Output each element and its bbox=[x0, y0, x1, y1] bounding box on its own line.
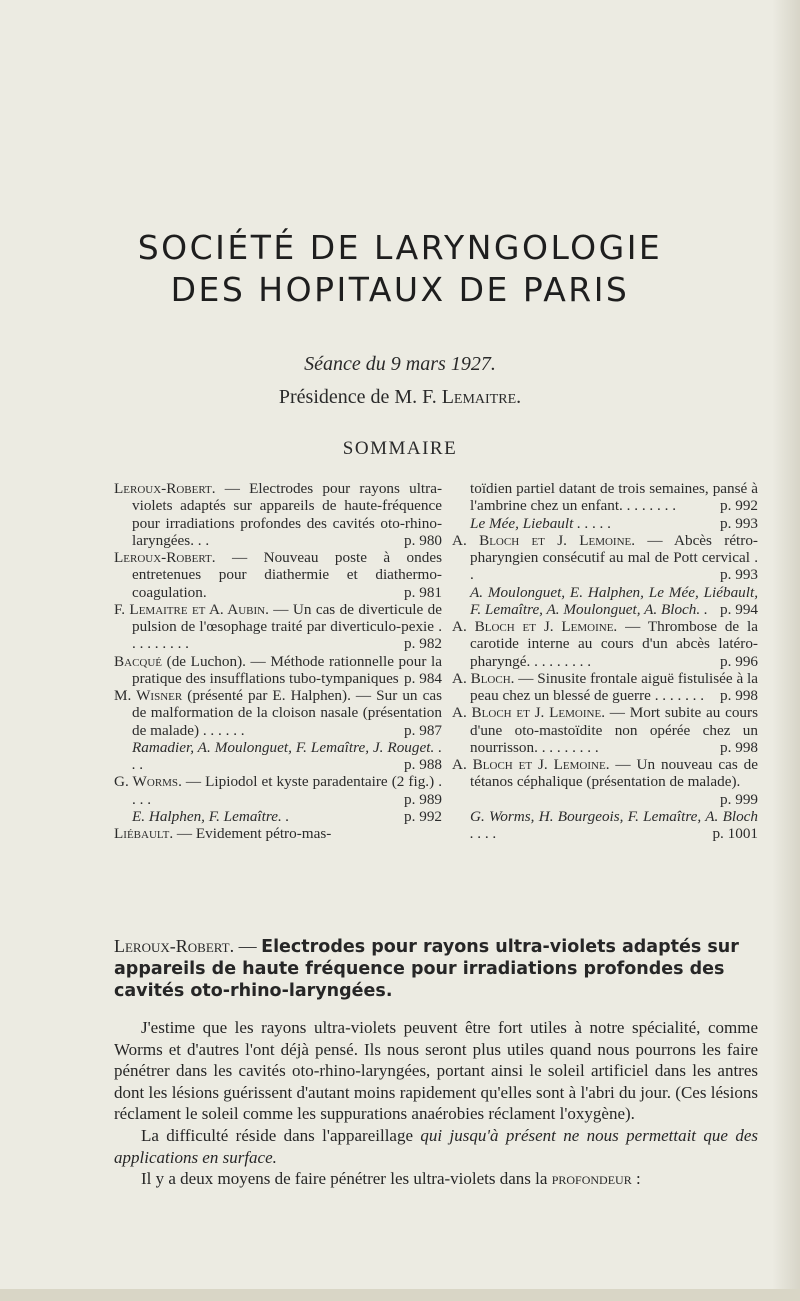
entry-discussion: Ramadier, A. Moulonguet, F. Lemaître, J. Rouget. . . . bbox=[132, 738, 442, 773]
sommaire-entry bbox=[452, 704, 758, 756]
entry-text: (de Luchon). — Méthode rationnelle pour la pratique des insufflations tubo-tympaniques bbox=[132, 652, 442, 687]
entry-author: A. Bloch bbox=[452, 669, 511, 687]
scan-bottom-strip bbox=[0, 1289, 800, 1301]
entry-author: A. Bloch et J. Lemoine bbox=[452, 618, 614, 635]
entry-author: G. Worms bbox=[114, 773, 179, 791]
entry-page: p. 998 bbox=[720, 687, 758, 704]
p3-end-text: : bbox=[631, 1169, 641, 1189]
page-edge-shadow bbox=[772, 0, 800, 1301]
presidence-name: Lemaitre bbox=[441, 386, 517, 408]
article-author: Leroux-Robert bbox=[114, 936, 230, 956]
entry-discussion: A. Moulonguet, E. Halphen, Le Mée, Liébault, F. Lemaître, A. Moulonguet, A. Bloch. . bbox=[470, 583, 758, 618]
sommaire-entry bbox=[452, 515, 758, 532]
entry-page: p. 999 bbox=[720, 790, 758, 808]
entry-page: p. 994 bbox=[720, 600, 758, 618]
entry-page: p. 992 bbox=[404, 807, 442, 825]
article-dash: . — bbox=[229, 936, 262, 956]
entry-page: p. 984 bbox=[404, 669, 442, 687]
entry-text: (présenté par E. Halphen). — Sur un cas de malformation de la cloison nasale (présentation de malade) . . . . . . bbox=[132, 687, 442, 739]
entry-author: A. Bloch et J. Lemoine bbox=[452, 704, 602, 722]
entry-author: Liébault bbox=[114, 825, 170, 842]
entry-page: p. 981 bbox=[404, 583, 442, 601]
entry-page: p. 989 bbox=[404, 790, 442, 808]
article-paragraph-2 bbox=[114, 1125, 758, 1168]
sommaire-entry bbox=[114, 549, 442, 601]
sommaire-entry bbox=[114, 808, 442, 825]
sommaire-entry bbox=[452, 584, 758, 619]
entry-page: p. 993 bbox=[720, 566, 758, 584]
entry-author: Bacqué bbox=[114, 652, 163, 670]
article-title: Electrodes pour rayons ultra-violets adaptés sur appareils de haute fréquence pour irradiations profondes des cavités oto-rhino-laryngées. bbox=[114, 937, 739, 1001]
article-paragraph-3 bbox=[114, 1168, 758, 1190]
article-body bbox=[114, 1017, 758, 1190]
entry-text: . — Evidement pétro-mas- bbox=[169, 825, 332, 842]
entry-author: A. Bloch et J. Lemoine bbox=[452, 756, 606, 773]
sommaire-entry bbox=[452, 808, 758, 843]
presidence-suffix: . bbox=[516, 386, 522, 408]
entry-discussion: E. Halphen, F. Lemaître. . bbox=[132, 807, 290, 825]
sommaire-entry bbox=[452, 756, 758, 808]
sommaire-entry bbox=[114, 739, 442, 774]
entry-page: p. 987 bbox=[404, 721, 442, 739]
presidence-line bbox=[0, 386, 800, 409]
sommaire-entry bbox=[452, 532, 758, 584]
entry-discussion: G. Worms, H. Bourgeois, F. Lemaître, A. Bloch . . . . bbox=[470, 807, 758, 842]
sommaire-heading: SOMMAIRE bbox=[342, 438, 458, 459]
entry-text: . — Mort subite au cours d'une oto-mastoïdite non opérée chez un nourrisson. . . . . . . . . bbox=[470, 704, 758, 756]
society-title-line-2: DES HOPITAUX DE PARIS bbox=[170, 270, 630, 309]
seance-date: Séance du 9 mars 1927. bbox=[304, 353, 496, 375]
sommaire-entry bbox=[114, 480, 442, 549]
entry-text: . — Sinusite frontale aiguë fistulisée à la peau chez un blessé de guerre . . . . . . . bbox=[470, 669, 759, 704]
presidence-prefix: Présidence de M. F. bbox=[278, 386, 442, 408]
entry-text: . — Lipiodol et kyste paradentaire (2 fig.) . . . . bbox=[132, 773, 442, 808]
sommaire-entry bbox=[114, 687, 442, 739]
entry-author: F. Lemaitre et A. Aubin bbox=[114, 600, 266, 618]
p3-smallcaps-text: profondeur bbox=[551, 1169, 632, 1189]
entry-continuation: toïdien partiel datant de trois semaines, pansé à l'ambrine chez un enfant. . . . . . . . bbox=[470, 480, 758, 515]
entry-discussion: Le Mée, Liebault . . . . . bbox=[470, 514, 612, 532]
entry-text: . — Un cas de diverticule de pulsion de l'œsophage traité par diverticulo-pexie . . . . . . . . . bbox=[132, 600, 442, 653]
entry-page: p. 996 bbox=[720, 652, 758, 670]
sommaire-entry bbox=[114, 825, 442, 842]
entry-text: . — Nouveau poste à ondes entretenues pour diathermie et diathermo-coagulation. bbox=[132, 549, 442, 601]
article-paragraph-1: J'estime que les rayons ultra-violets peuvent être fort utiles à notre spécialité, comme Worms et d'autres l'ont déjà pensé. Ils nous seront plus utiles quand nous pourrons les faire pénétrer dans les cavités oto-rhino-laryngées, portant ainsi le soleil artificiel dans les antres dont les lésions guérissent d'autant moins rapidement qu'elles sont à l'abri du jour. (Ces lésions réclament le soleil comme les suppurations anaérobies réclament l'oxygène). bbox=[114, 1018, 758, 1124]
entry-page: p. 993 bbox=[720, 514, 758, 532]
entry-author: Leroux-Robert bbox=[114, 549, 212, 566]
sommaire-left-column bbox=[114, 480, 442, 842]
p3-text: Il y a deux moyens de faire pénétrer les ultra-violets dans la bbox=[141, 1169, 552, 1189]
entry-page: p. 980 bbox=[404, 531, 442, 549]
entry-text: . — Thrombose de la carotide interne au cours d'un abcès latéro-pharyngé. . . . . . . . . bbox=[470, 618, 758, 670]
sommaire-entry bbox=[452, 480, 758, 515]
sommaire-entry bbox=[114, 653, 442, 688]
sommaire-entry bbox=[452, 618, 758, 670]
entry-author: A. Bloch et J. Lemoine bbox=[452, 531, 632, 549]
entry-text: . — Abcès rétro-pharyngien consécutif au mal de Pott cervical . . bbox=[470, 531, 758, 584]
sommaire-entry bbox=[114, 773, 442, 808]
entry-page: p. 998 bbox=[720, 738, 758, 756]
entry-page: p. 988 bbox=[404, 756, 442, 773]
entry-text: . — Electrodes pour rayons ultra-violets adaptés sur appareils de haute-fréquence pour irradiations profondes des cavités oto-rhino-laryngées. . . bbox=[132, 480, 442, 549]
entry-author: Leroux-Robert bbox=[114, 480, 212, 497]
entry-text: . — Un nouveau cas de tétanos céphalique (présentation de malade). bbox=[470, 756, 758, 791]
entry-page: p. 982 bbox=[404, 635, 442, 653]
p2-italic-text: qui jusqu'à présent ne nous permettait que des applications en surface. bbox=[114, 1125, 758, 1167]
sommaire-entry bbox=[114, 601, 442, 653]
entry-page: p. 1001 bbox=[712, 825, 758, 842]
sommaire-right-column bbox=[452, 480, 758, 842]
article-heading bbox=[114, 936, 758, 1002]
society-title-line-1: SOCIÉTÉ DE LARYNGOLOGIE bbox=[137, 228, 663, 267]
entry-page: p. 992 bbox=[720, 497, 758, 515]
sommaire-entry bbox=[452, 670, 758, 705]
p2-text: La difficulté réside dans l'appareillage bbox=[141, 1125, 421, 1145]
entry-author: M. Wisner bbox=[114, 687, 183, 704]
